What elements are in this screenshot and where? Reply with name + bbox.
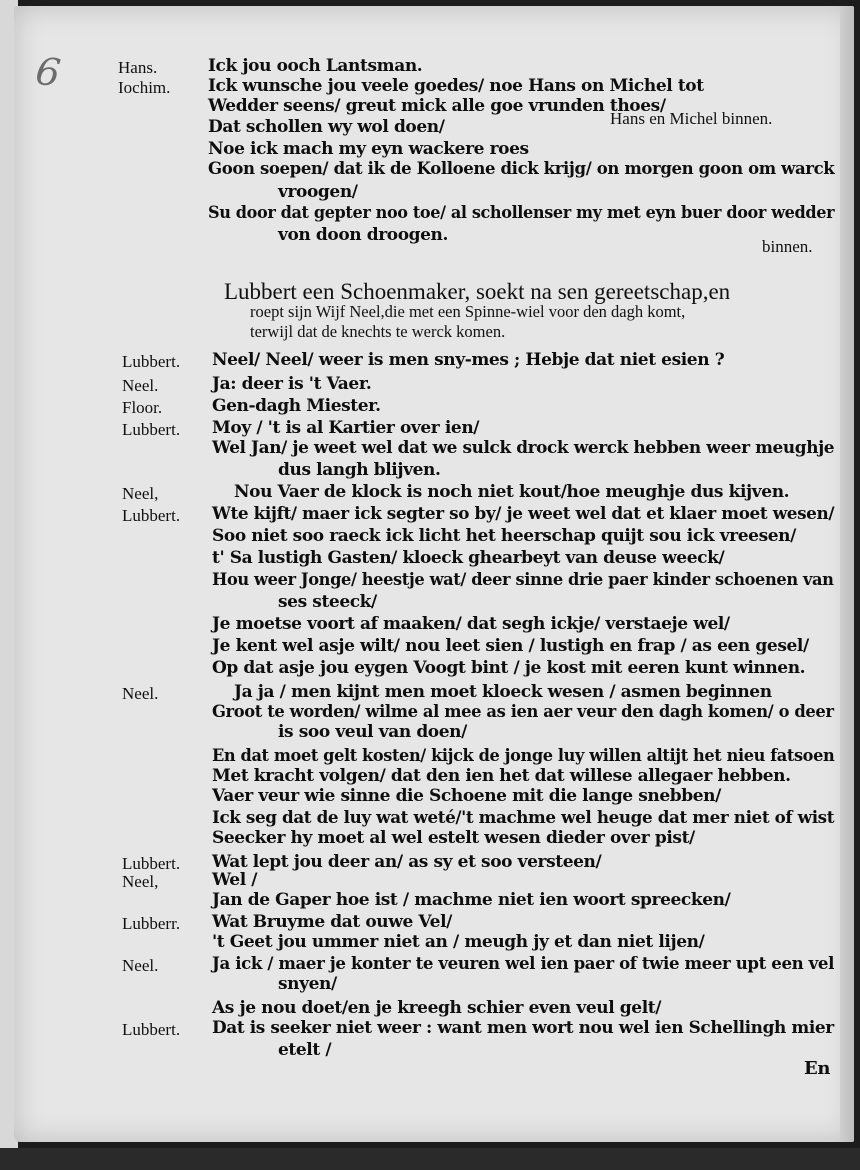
dialogue-line: Ick seg dat de luy wat weté/'t machme wel heuge dat mer niet of wist <box>212 808 835 828</box>
dialogue-line: Je moetse voort af maaken/ dat segh ickje/ verstaeje wel/ <box>212 614 730 634</box>
speaker-label: Lubbert. <box>122 352 181 371</box>
scan-bottom-border <box>0 1148 860 1170</box>
text-line: vroogen/ <box>278 182 358 202</box>
dialogue-line: Ja: deer is 't Vaer. <box>212 374 372 394</box>
dialogue-line: 't Geet jou ummer niet an / meugh jy et dan niet lijen/ <box>212 932 705 952</box>
page-number-annotation: 6 <box>33 48 64 96</box>
speaker-label: Lubbert. <box>122 1020 181 1039</box>
dialogue-line: Je kent wel asje wilt/ nou leet sien / lustigh en frap / as een gesel/ <box>212 636 809 656</box>
speaker-label: Lubbert. <box>122 506 181 525</box>
dialogue-line: Wat Bruyme dat ouwe Vel/ <box>212 912 452 932</box>
dialogue-line: Soo niet soo raeck ick licht het heerschap quijt sou ick vreesen/ <box>212 526 796 546</box>
dialogue-line: En dat moet gelt kosten/ kijck de jonge luy willen altijt het nieu fatsoen <box>212 746 835 766</box>
catchword: En <box>804 1058 831 1079</box>
speaker-label: Neel. <box>122 956 159 975</box>
speaker-label: Floor. <box>122 398 163 417</box>
dialogue-line: Ja ick / maer je konter te veuren wel ien paer of twie meer upt een vel <box>212 954 835 974</box>
dialogue-line: Dat is seeker niet weer : want men wort nou wel ien Schellingh mier <box>212 1018 834 1038</box>
dialogue-line: ses steeck/ <box>278 592 377 612</box>
dialogue-line: Wel Jan/ je weet wel dat we sulck drock werck hebben weer meughje <box>212 438 835 458</box>
speaker-label: Hans. <box>118 58 158 77</box>
stage-direction: binnen. <box>762 237 813 256</box>
dialogue-line: snyen/ <box>278 974 337 994</box>
page-edge-shadow <box>840 6 854 1142</box>
speaker-label: Neel. <box>122 684 159 703</box>
dialogue-line: Vaer veur wie sinne die Schoene mit die lange snebben/ <box>212 786 721 806</box>
dialogue-line: Wel / <box>212 870 258 890</box>
dialogue-line: Met kracht volgen/ dat den ien het dat willese allegaer hebben. <box>212 766 791 786</box>
dialogue-line: As je nou doet/en je kreegh schier even veul gelt/ <box>212 998 662 1018</box>
dialogue-line: Jan de Gaper hoe ist / machme niet ien woort spreecken/ <box>212 890 731 910</box>
text-line: Ick wunsche jou veele goedes/ noe Hans on Michel tot <box>208 76 704 96</box>
text-line: Noe ick mach my eyn wackere roes <box>208 139 529 159</box>
speaker-label: Neel, <box>122 484 159 503</box>
dialogue-line: Ja ja / men kijnt men moet kloeck wesen / asmen beginnen <box>234 682 772 702</box>
dialogue-line: Nou Vaer de klock is noch niet kout/hoe meughje dus kijven. <box>234 482 790 502</box>
dialogue-line: Neel/ Neel/ weer is men sny-mes ; Hebje dat niet esien ? <box>212 350 725 370</box>
scene-heading: Lubbert een Schoenmaker, soekt na sen gereetschap,en <box>224 279 731 304</box>
text-line: Su door dat gepter noo toe/ al schollenser my met eyn buer door wedder <box>208 203 835 223</box>
dialogue-line: Hou weer Jonge/ heestje wat/ deer sinne drie paer kinder schoenen van <box>212 570 834 590</box>
dialogue-line: Op dat asje jou eygen Voogt bint / je kost mit eeren kunt winnen. <box>212 658 806 678</box>
text-line: Goon soepen/ dat ik de Kolloene dick krijg/ on morgen goon om warck <box>208 159 835 179</box>
dialogue-line: Wte kijft/ maer ick segter so by/ je weet wel dat et klaer moet wesen/ <box>212 504 835 524</box>
dialogue-line: Gen-dagh Miester. <box>212 396 381 416</box>
dialogue-line: is soo veul van doen/ <box>278 722 467 742</box>
speaker-label: Lubbert. <box>122 854 181 873</box>
scene-subheading: terwijl dat de knechts te werck komen. <box>250 322 506 341</box>
book-page <box>14 6 854 1142</box>
speaker-label: Neel. <box>122 376 159 395</box>
dialogue-line: t' Sa lustigh Gasten/ kloeck ghearbeyt van deuse weeck/ <box>212 548 725 568</box>
text-line: Dat schollen wy wol doen/ <box>208 117 445 137</box>
dialogue-line: dus langh blijven. <box>278 460 441 480</box>
dialogue-line: Groot te worden/ wilme al mee as ien aer veur den dagh komen/ o deer <box>212 702 834 722</box>
dialogue-line: Wat lept jou deer an/ as sy et soo versteen/ <box>212 852 602 872</box>
text-line: Ick jou ooch Lantsman. <box>208 56 423 76</box>
speaker-label: Lubberr. <box>122 914 181 933</box>
text-line: Wedder seens/ greut mick alle goe vrunden thoes/ <box>208 96 666 116</box>
text-line: von doon droogen. <box>278 225 449 245</box>
dialogue-line: Seecker hy moet al wel estelt wesen dieder over pist/ <box>212 828 695 848</box>
stage-direction: Hans en Michel binnen. <box>610 109 773 128</box>
speaker-label: Lubbert. <box>122 420 181 439</box>
speaker-label: Neel, <box>122 872 159 891</box>
dialogue-line: etelt / <box>278 1040 332 1060</box>
dialogue-line: Moy / 't is al Kartier over ien/ <box>212 418 480 438</box>
speaker-label: Iochim. <box>118 78 171 97</box>
scene-subheading: roept sijn Wijf Neel,die met een Spinne-wiel voor den dagh komt, <box>250 302 686 321</box>
